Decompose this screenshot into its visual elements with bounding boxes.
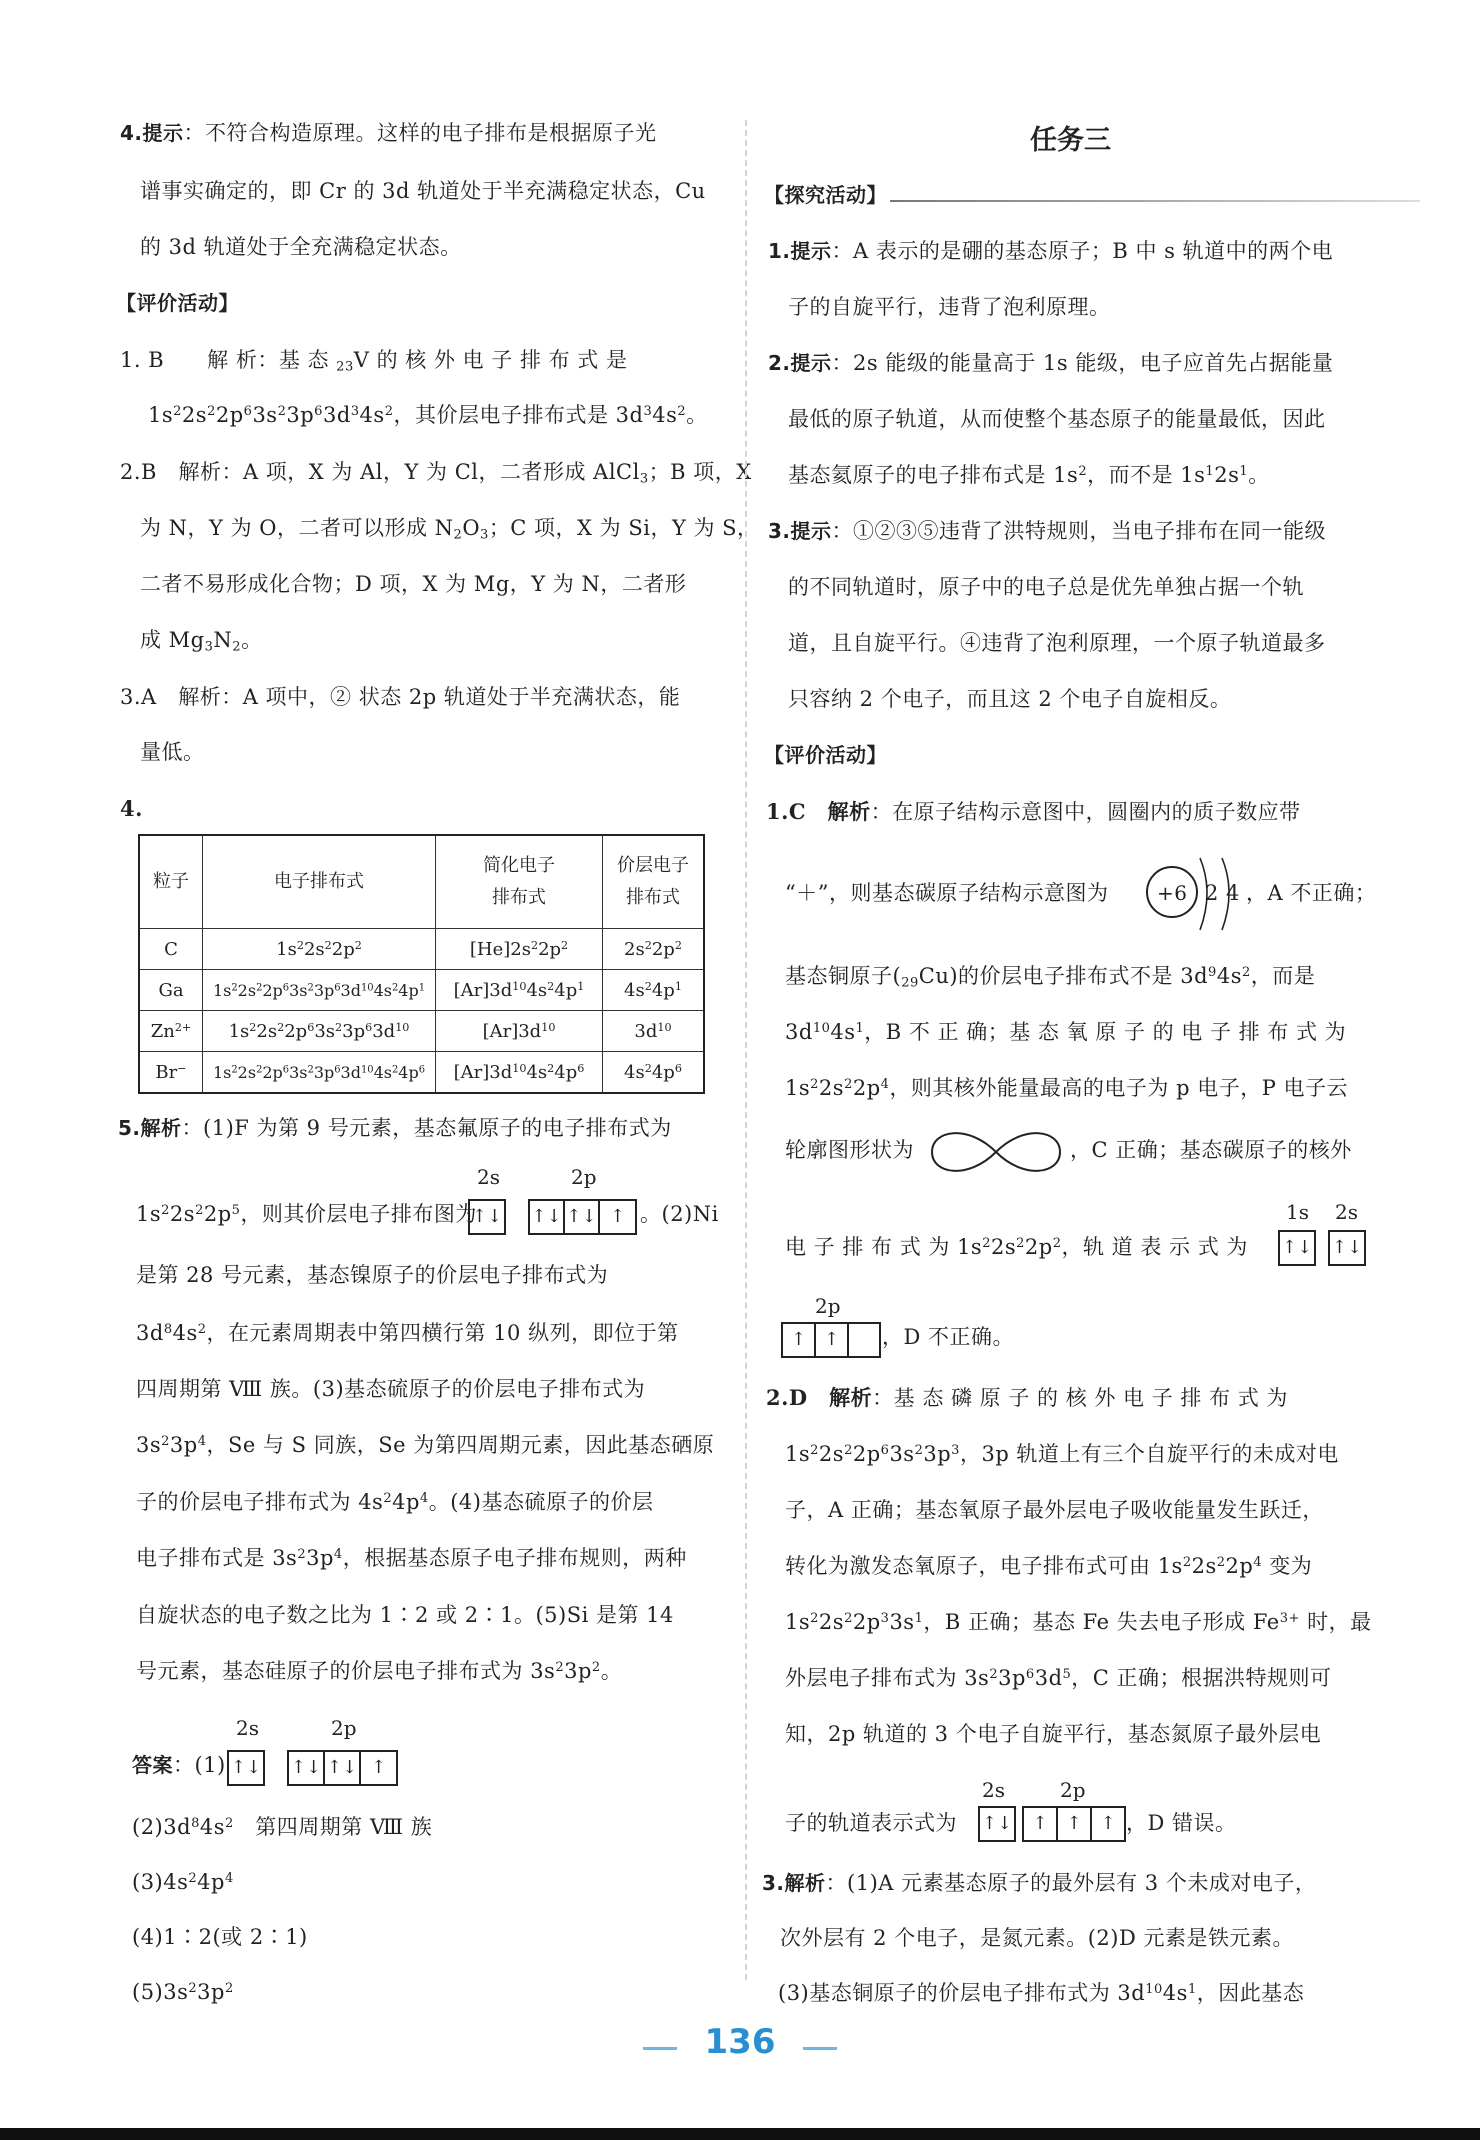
- answer-2-line-4: 成 $Mg_3N_2$。: [140, 628, 263, 655]
- table-header: 电子排布式: [203, 835, 436, 929]
- explore-heading: 【探究活动】: [764, 183, 887, 207]
- answer-2-line-2: 为 N，Y 为 O，二者可以形成 $N_2O_3$；C 项，X 为 Si，Y 为 S，: [140, 516, 759, 543]
- footer-dash-right: [803, 2047, 837, 2050]
- eval-2-line-6: 外层电子排布式为 $3s^23p^63d^5$，C 正确；根据洪特规则可: [785, 1666, 1332, 1690]
- answer-1-line-2: $1s^22s^22p^63s^23p^63d^34s^2$，其价层电子排布式是 $3d^34s^2$。: [148, 403, 708, 427]
- orbital-label-2p: 2p: [1060, 1778, 1086, 1802]
- table-row: Ga $1s^22s^22p^63s^23p^63d^{10}4s^24p^1$ $[Ar]3d^{10}4s^24p^1$ $4s^24p^1$: [139, 970, 704, 1011]
- electron-config-table: [138, 834, 705, 1094]
- answer-2-line-1: 2.B 解析：A 项，X 为 Al，Y 为 Cl，二者形成 AlCl$_3$；B 项，X: [120, 460, 752, 487]
- explore-2-line-1: 2.提示：2s 能级的能量高于 1s 能级，电子应首先占据能量: [768, 351, 1334, 375]
- answer-5-line-2: $1s^22s^22p^5$，则其价层电子排布图为: [136, 1202, 477, 1226]
- explore-2-line-2: 最低的原子轨道，从而使整个基态原子的能量最低，因此: [788, 407, 1326, 431]
- table-row: Br− $1s^22s^22p^63s^23p^63d^{10}4s^24p^6$ $[Ar]3d^{10}4s^24p^6$ $4s^24p^6$: [139, 1052, 704, 1094]
- orbital-box-2p: ↑↓ ↑↓ ↑: [287, 1750, 398, 1786]
- page-number: 136: [704, 2022, 776, 2062]
- explore-2-line-3: 基态氦原子的电子排布式是 $1s^2$，而不是 $1s^12s^1$。: [788, 463, 1270, 487]
- eval-2-line-3: 子，A 正确；基态氧原子最外层电子吸收能量发生跃迁，: [785, 1498, 1324, 1522]
- table-header: 价层电子 排布式: [603, 835, 705, 929]
- answer-5-line-7: 子的价层电子排布式为 $4s^24p^4$。(4)基态硫原子的价层: [136, 1490, 654, 1514]
- eval-2-line-2: $1s^22s^22p^63s^23p^3$，3p 轨道上有三个自旋平行的未成对电: [785, 1442, 1339, 1466]
- explore-1-line-2: 子的自旋平行，违背了泡利原理。: [788, 295, 1111, 319]
- orbital-box-2p: ↑ ↑ ↑: [1022, 1806, 1126, 1842]
- hint-4-line-2: 谱事实确定的，即 Cr 的 3d 轨道处于半充满稳定状态，Cu: [140, 179, 706, 203]
- table-header: 粒子: [139, 835, 203, 929]
- orbital-label-1s: 1s: [1286, 1200, 1309, 1224]
- orbital-label-2s: 2s: [477, 1165, 500, 1189]
- answer-5-line-9: 自旋状态的电子数之比为 1∶2 或 2∶1。(5)Si 是第 14: [136, 1603, 674, 1627]
- eval-2-line-5: $1s^22s^22p^33s^1$，B 正确；基态 Fe 失去电子形成 $Fe^{3+}$ 时，最: [785, 1610, 1372, 1634]
- orbital-box-1s: ↑↓: [1278, 1230, 1316, 1266]
- orbital-label-2p: 2p: [571, 1165, 597, 1189]
- answer-5-line-10: 号元素，基态硅原子的价层电子排布式为 $3s^23p^2$。: [136, 1659, 623, 1683]
- explore-3-line-4: 只容纳 2 个电子，而且这 2 个电子自旋相反。: [788, 687, 1232, 711]
- eval-1-line-8: ，D 不正确。: [882, 1325, 1015, 1349]
- answer-block-3: $(3)4s^24p^4$: [132, 1870, 234, 1894]
- column-divider: [745, 120, 747, 1980]
- bottom-bar: [0, 2128, 1480, 2140]
- table-row: $Zn^{2+}$ $1s^22s^22p^63s^23p^63d^{10}$ $[Ar]3d^{10}$ $3d^{10}$: [139, 1011, 704, 1052]
- answer-block-1: 答案：(1): [132, 1753, 226, 1777]
- answer-block-5: $(5)3s^23p^2$: [132, 1980, 234, 2004]
- explore-1-line-1: 1.提示：A 表示的是硼的基态原子；B 中 s 轨道中的两个电: [768, 239, 1334, 263]
- answer-5-line-2-end: 。(2)Ni: [640, 1202, 719, 1226]
- eval-1-line-1: 1.C 解析：在原子结构示意图中，圆圈内的质子数应带: [766, 799, 1301, 824]
- orbital-label-2p: 2p: [815, 1294, 841, 1318]
- eval-1-line-6: 轮廓图形状为: [785, 1138, 914, 1162]
- explore-3-line-2: 的不同轨道时，原子中的电子总是优先单独占据一个轨: [788, 575, 1304, 599]
- hint-4-line-3: 的 3d 轨道处于全充满稳定状态。: [140, 235, 462, 259]
- shell-2-electrons: 4: [1226, 881, 1240, 905]
- eval-heading-right: 【评价活动】: [764, 743, 887, 767]
- answer-2-line-3: 二者不易形成化合物；D 项，X 为 Mg，Y 为 N，二者形: [140, 572, 687, 596]
- explore-3-line-3: 道，且自旋平行。④违背了泡利原理，一个原子轨道最多: [788, 631, 1326, 655]
- page-footer: [0, 2022, 1480, 2062]
- answer-4-label: 4.: [120, 796, 143, 821]
- orbital-box-2s: ↑↓: [978, 1806, 1016, 1842]
- orbital-label-2s: 2s: [982, 1778, 1005, 1802]
- answer-1-line-1: 1. B 解 析：基 态 $_{23}$V 的 核 外 电 子 排 布 式 是: [120, 348, 628, 375]
- answer-3-line-1: 3.A 解析：A 项中，② 状态 2p 轨道处于半充满状态，能: [120, 685, 681, 709]
- heading-rule: [890, 200, 1420, 202]
- hint-4-line-1: 4.提示：不符合构造原理。这样的电子排布是根据原子光: [120, 121, 657, 145]
- table-row: C $1s^22s^22p^2$ $[He]2s^22p^2$ $2s^22p^2$: [139, 929, 704, 970]
- orbital-box-2s: ↑↓: [227, 1750, 265, 1786]
- orbital-label-2s: 2s: [236, 1716, 259, 1740]
- orbital-box-2p: ↑↓ ↑↓ ↑: [528, 1199, 637, 1235]
- answer-block-4: (4)1∶2(或 2∶1): [132, 1925, 308, 1949]
- answer-block-2: $(2)3d^84s^2$ 第四周期第 Ⅷ 族: [132, 1815, 433, 1839]
- answer-3-line-2: 量低。: [140, 740, 205, 764]
- eval-2-line-8: 子的轨道表示式为: [785, 1811, 957, 1835]
- eval-2-line-8-end: ，D 错误。: [1126, 1811, 1237, 1835]
- eval-1-line-7: 电 子 排 布 式 为 $1s^22s^22p^2$，轨 道 表 示 式 为: [785, 1235, 1248, 1259]
- answer-5-line-3: 是第 28 号元素，基态镍原子的价层电子排布式为: [136, 1263, 609, 1287]
- orbital-box-2p: ↑ ↑: [781, 1322, 881, 1358]
- eval-1-line-4: $3d^{10}4s^1$，B 不 正 确；基 态 氧 原 子 的 电 子 排 布 式 为: [785, 1020, 1347, 1044]
- answer-5-line-4: $3d^84s^2$，在元素周期表中第四横行第 10 纵列，即位于第: [136, 1321, 679, 1345]
- nucleus-charge: +6: [1157, 881, 1188, 905]
- orbital-label-2s: 2s: [1335, 1200, 1358, 1224]
- eval-heading-left: 【评价活动】: [116, 291, 239, 315]
- eval-3-line-2: 次外层有 2 个电子，是氮元素。(2)D 元素是铁元素。: [780, 1926, 1294, 1950]
- shell-1-electrons: 2: [1205, 881, 1219, 905]
- task-title: 任务三: [1030, 125, 1111, 156]
- answer-5-line-6: $3s^23p^4$，Se 与 S 同族，Se 为第四周期元素，因此基态硒原: [136, 1433, 715, 1457]
- footer-dash-left: [643, 2047, 677, 2050]
- answer-5-line-1: 5.解析：(1)F 为第 9 号元素，基态氟原子的电子排布式为: [118, 1116, 672, 1140]
- eval-1-line-3: 基态铜原子$(_{29}Cu)$的价层电子排布式不是 $3d^94s^2$，而是: [785, 964, 1316, 991]
- eval-1-line-2: “＋”，则基态碳原子结构示意图为: [785, 881, 1109, 905]
- answer-5-line-8: 电子排布式是 $3s^23p^4$，根据基态原子电子排布规则，两种: [136, 1546, 687, 1570]
- eval-2-line-7: 知，2p 轨道的 3 个电子自旋平行，基态氮原子最外层电: [785, 1722, 1322, 1746]
- eval-3-line-3: (3)基态铜原子的价层电子排布式为 $3d^{10}4s^1$，因此基态: [778, 1981, 1305, 2005]
- orbital-box-2s: ↑↓: [468, 1199, 506, 1235]
- eval-3-line-1: 3.解析：(1)A 元素基态原子的最外层有 3 个未成对电子，: [762, 1871, 1317, 1895]
- table-header: 简化电子 排布式: [436, 835, 603, 929]
- eval-1-line-2-end: ，A 不正确；: [1246, 881, 1377, 905]
- eval-1-line-6-end: ，C 正确；基态碳原子的核外: [1070, 1138, 1352, 1162]
- p-orbital-dumbbell-icon: [928, 1128, 1064, 1176]
- eval-2-line-4: 转化为激发态氧原子，电子排布式可由 $1s^22s^22p^4$ 变为: [785, 1554, 1313, 1578]
- explore-3-line-1: 3.提示：①②③⑤违背了洪特规则，当电子排布在同一能级: [768, 519, 1327, 543]
- answer-5-line-5: 四周期第 Ⅷ 族。(3)基态硫原子的价层电子排布式为: [136, 1377, 646, 1401]
- eval-2-line-1: 2.D 解析：基 态 磷 原 子 的 核 外 电 子 排 布 式 为: [766, 1385, 1288, 1410]
- eval-1-line-5: $1s^22s^22p^4$，则其核外能量最高的电子为 p 电子，P 电子云: [785, 1076, 1349, 1100]
- orbital-box-2s: ↑↓: [1328, 1230, 1366, 1266]
- orbital-label-2p: 2p: [331, 1716, 357, 1740]
